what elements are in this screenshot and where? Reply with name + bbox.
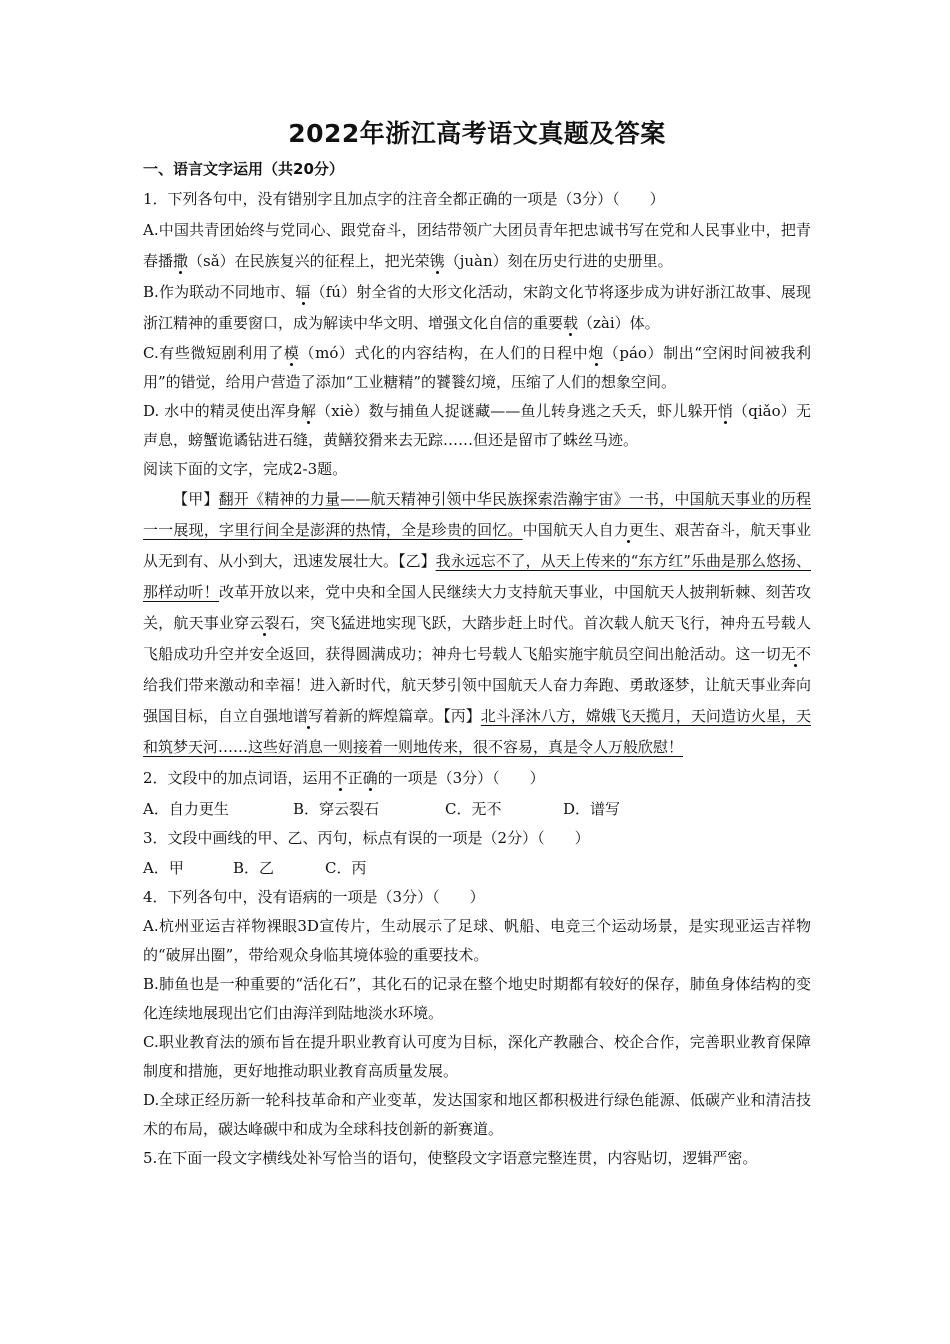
underlined-sentence-jia: 翻开《精神的力量——航天精神引领中华民族探索浩瀚宇宙》一书，中国航天事业的历程一一展现，字里行间全是澎湃的热情，全是珍贵的回忆。	[143, 490, 811, 539]
dotted-char: 镌	[429, 252, 445, 270]
dotted-char: 确	[362, 769, 378, 787]
dotted-char: 载	[563, 314, 579, 332]
question-4-option-c: C.职业教育法的颁布旨在提升职业教育认可度为目标，深化产教融合、校企合作，完善职业教育保障制度和措施，更好地推动职业教育高质量发展。	[143, 1033, 811, 1080]
option-b: B．穿云裂石	[293, 800, 380, 818]
section-heading: 一、语言文字运用（共20分）	[143, 160, 344, 178]
option-d: D．谱写	[563, 800, 621, 818]
question-2-stem: 2．文段中的加点词语，运用不正确的一项是（3分）（ ）	[143, 769, 545, 787]
option-c: C．丙	[325, 859, 367, 877]
option-a: A．自力更生	[143, 800, 229, 818]
question-3-options	[143, 853, 811, 883]
question-2-options	[143, 794, 811, 824]
document-content	[143, 118, 811, 1173]
question-4-option-b: B.肺鱼也是一种重要的“活化石”，其化石的记录在整个地史时期都有较好的保存，肺鱼身体结构的变化连续地展现出它们由海洋到陆地淡水环境。	[143, 975, 811, 1022]
dotted-char: 辐	[295, 283, 311, 301]
mark-jia: 【甲】	[173, 490, 219, 508]
page-title: 2022年浙江高考语文真题及答案	[288, 119, 666, 148]
question-1-option-b: B.作为联动不同地市、辐（fú）射全省的大形文化活动，宋韵文化节将逐步成为讲好浙江故事、展现浙江精神的重要窗口，成为解读中华文明、增强文化自信的重要载（zài）体。	[143, 283, 811, 332]
underlined-sentence-bing: 北斗泽沐八方，嫦娥飞天揽月，天问造访火星，天和筑梦天河……这些好消息一则接着一则地传来，很不容易，真是令人万般欣慰！	[143, 707, 811, 756]
option-c: C．无不	[445, 800, 502, 818]
dotted-phrase: 穿云裂石	[234, 614, 295, 632]
reading-passage: 【甲】翻开《精神的力量——航天精神引领中华民族探索浩瀚宇宙》一书，中国航天事业的历程一一展现，字里行间全是澎湃的热情，全是珍贵的回忆。中国航天人自力更生、艰苦奋斗，航天事业从无到有、从小到大，迅速发展壮大。【乙】我永远忘不了，从天上传来的“东方红”乐曲是那么悠扬、那样动听！改革开放以来，党中央和全国人民继续大力支持航天事业，中国航天人披荆斩棘、刻苦攻关，航天事业穿云裂石，突飞猛进地实现飞跃，大踏步赶上时代。首次载人航天飞行，神舟五号载人飞船成功升空并安全返回，获得圆满成功；神舟七号载人飞船实施宇航员空间出舱活动。这一切无不给我们带来激动和幸福！进入新时代，航天梦引领中国航天人奋力奔跑、勇敢逐梦，让航天事业奔向强国目标，自立自强地谱写着新的辉煌篇章。【丙】北斗泽沐八方，嫦娥飞天揽月，天问造访火星，天和筑梦天河……这些好消息一则接着一则地传来，很不容易，真是令人万般欣慰！	[143, 490, 811, 756]
mark-bing: 【丙】	[443, 707, 481, 725]
underlined-sentence-yi: 我永远忘不了，从天上传来的“东方红”乐曲是那么悠扬、那样动听！	[143, 552, 811, 601]
question-1-option-d: D. 水中的精灵使出浑身解（xiè）数与捕鱼人捉谜藏——鱼儿转身逃之夭夭，虾儿躲开悄（qiǎo）无声息，螃蟹诡谲钻进石缝，黄鳝狡猾来去无踪……但还是留市了蛛丝马迹。	[143, 402, 811, 449]
dotted-char: 模	[283, 344, 300, 362]
option-b: B．乙	[233, 859, 275, 877]
dotted-char: 解	[300, 402, 317, 420]
dotted-char: 撒	[173, 252, 189, 270]
question-1-option-a: A.中国共青团始终与党同心、跟党奋斗，团结带领广大团员青年把忠诚书写在党和人民事业中，把青春播撒（sǎ）在民族复兴的征程上，把光荣镌（juàn）刻在历史行进的史册里。	[143, 221, 811, 270]
question-1-stem: 1．下列各句中，没有错别字且加点字的注音全都正确的一项是（3分）（ ）	[143, 190, 665, 208]
dotted-char: 悄	[717, 402, 734, 420]
question-5-stem: 5.在下面一段文字横线处补写恰当的语句，使整段文字语意完整连贯，内容贴切，逻辑严密。	[143, 1149, 758, 1167]
dotted-char: 炮	[588, 344, 604, 362]
mark-yi: 【乙】	[398, 552, 436, 570]
dotted-phrase: 无不	[780, 645, 811, 663]
dotted-phrase: 自力更生	[598, 521, 660, 539]
question-4-option-d: D.全球正经历新一轮科技革命和产业变革，发达国家和地区都积极进行绿色能源、低碳产业和清洁技术的布局，碳达峰碳中和成为全球科技创新的新赛道。	[143, 1091, 811, 1138]
question-4-option-a: A.杭州亚运吉祥物裸眼3D宣传片，生动展示了足球、帆船、电竞三个运动场景，是实现亚运吉祥物的“破屏出圈”，带给观众身临其境体验的重要技术。	[143, 917, 811, 964]
question-4-stem: 4．下列各句中，没有语病的一项是（3分）（ ）	[143, 888, 485, 906]
dotted-char: 不	[332, 769, 348, 787]
question-3-stem: 3．文段中画线的甲、乙、丙句，标点有误的一项是（2分）（ ）	[143, 829, 590, 847]
reading-intro: 阅读下面的文字，完成2-3题。	[143, 460, 348, 478]
dotted-phrase: 谱写	[293, 707, 324, 725]
option-a: A．甲	[143, 859, 184, 877]
question-1-option-c: C.有些微短剧利用了模（mó）式化的内容结构，在人们的日程中炮（páo）制出“空闲时间被我利用”的错觉，给用户营造了添加“工业糖精”的饕餮幻境，压缩了人们的想象空间。	[143, 344, 811, 391]
